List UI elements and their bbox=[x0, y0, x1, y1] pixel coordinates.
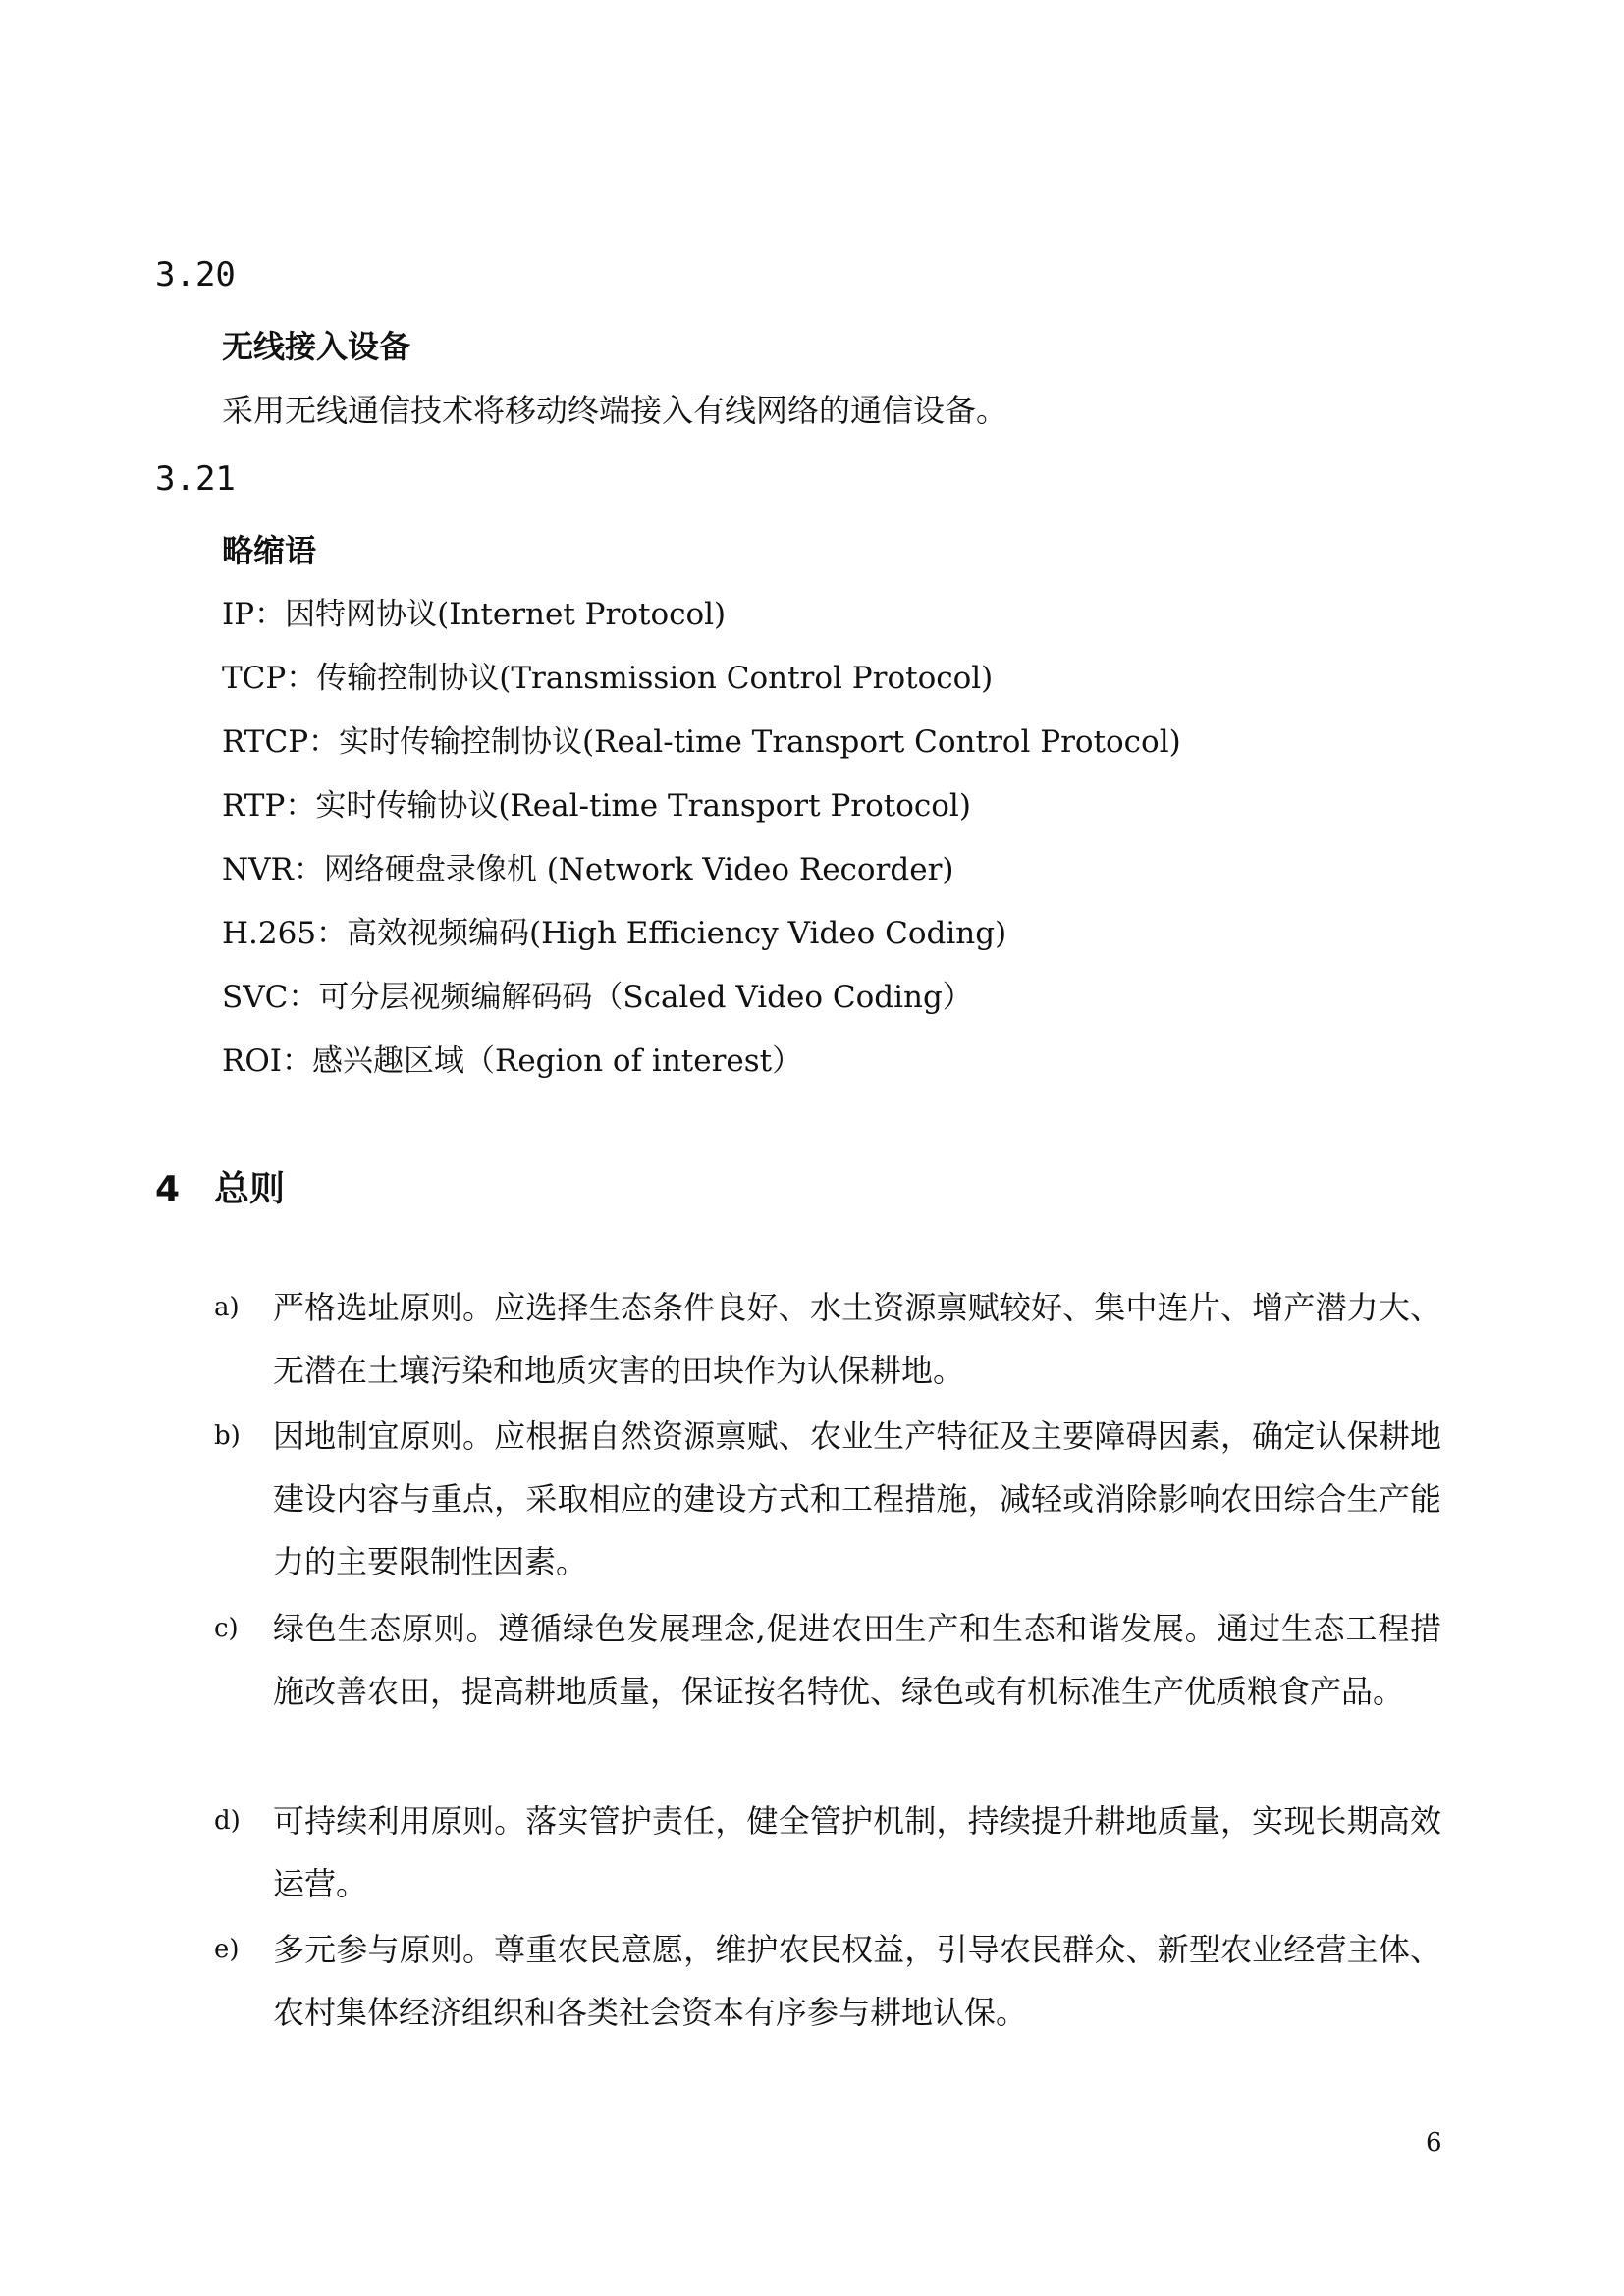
list-marker: e) bbox=[214, 1935, 240, 1964]
list-item-d bbox=[214, 1789, 1441, 1915]
term-definition: 采用无线通信技术将移动终端接入有线网络的通信设备。 bbox=[222, 392, 1008, 429]
abbreviation-entry-tcp: TCP：传输控制协议(Transmission Control Protocol) bbox=[222, 661, 994, 696]
principle-text: 可持续利用原则。落实管护责任，健全管护机制，持续提升耕地质量，实现长期高效运营。 bbox=[273, 1802, 1441, 1902]
section-number-3-21: 3.21 bbox=[155, 459, 236, 499]
list-marker: d) bbox=[214, 1806, 241, 1836]
chapter-heading bbox=[155, 1168, 285, 1211]
abbreviation-entry-svc: SVC：可分层视频编解码码（Scaled Video Coding） bbox=[222, 980, 973, 1015]
abbreviation-entry-rtp: RTP：实时传输协议(Real-time Transport Protocol) bbox=[222, 788, 971, 824]
list-item-a bbox=[214, 1276, 1441, 1402]
abbreviation-entry-rtcp: RTCP：实时传输控制协议(Real-time Transport Control Protocol) bbox=[222, 724, 1181, 760]
principle-text: 因地制宜原则。应根据自然资源禀赋、农业生产特征及主要障碍因素，确定认保耕地建设内容与重点，采取相应的建设方式和工程措施，减轻或消除影响农田综合生产能力的主要限制性因素。 bbox=[273, 1417, 1441, 1580]
list-item-c bbox=[214, 1597, 1441, 1723]
page-number: 6 bbox=[1426, 2128, 1442, 2158]
list-marker: b) bbox=[214, 1421, 241, 1451]
principle-text: 绿色生态原则。遵循绿色发展理念,促进农田生产和生态和谐发展。通过生态工程措施改善农田，提高耕地质量，保证按名特优、绿色或有机标准生产优质粮食产品。 bbox=[273, 1610, 1441, 1710]
list-item-b bbox=[214, 1405, 1441, 1593]
term-wireless-access-device: 无线接入设备 bbox=[222, 328, 411, 365]
abbreviation-entry-nvr: NVR：网络硬盘录像机 (Network Video Recorder) bbox=[222, 852, 954, 887]
principle-text: 多元参与原则。尊重农民意愿，维护农民权益，引导农民群众、新型农业经营主体、农村集体经济组织和各类社会资本有序参与耕地认保。 bbox=[273, 1931, 1441, 2031]
abbreviation-entry-ip: IP：因特网协议(Internet Protocol) bbox=[222, 597, 727, 632]
list-marker: c) bbox=[214, 1614, 239, 1643]
principle-text: 严格选址原则。应选择生态条件良好、水土资源禀赋较好、集中连片、增产潜力大、无潜在土壤污染和地质灾害的田块作为认保耕地。 bbox=[273, 1289, 1441, 1389]
section-number-3-20: 3.20 bbox=[155, 255, 236, 294]
term-abbreviations: 略缩语 bbox=[222, 532, 317, 569]
chapter-title: 总则 bbox=[214, 1169, 286, 1209]
abbreviation-entry-h265: H.265：高效视频编码(High Efficiency Video Coding) bbox=[222, 916, 1007, 951]
list-item-e bbox=[214, 1918, 1441, 2044]
chapter-number: 4 bbox=[155, 1169, 181, 1209]
list-marker: a) bbox=[214, 1293, 240, 1322]
abbreviation-entry-roi: ROI：感兴趣区域（Region of interest） bbox=[222, 1043, 803, 1079]
